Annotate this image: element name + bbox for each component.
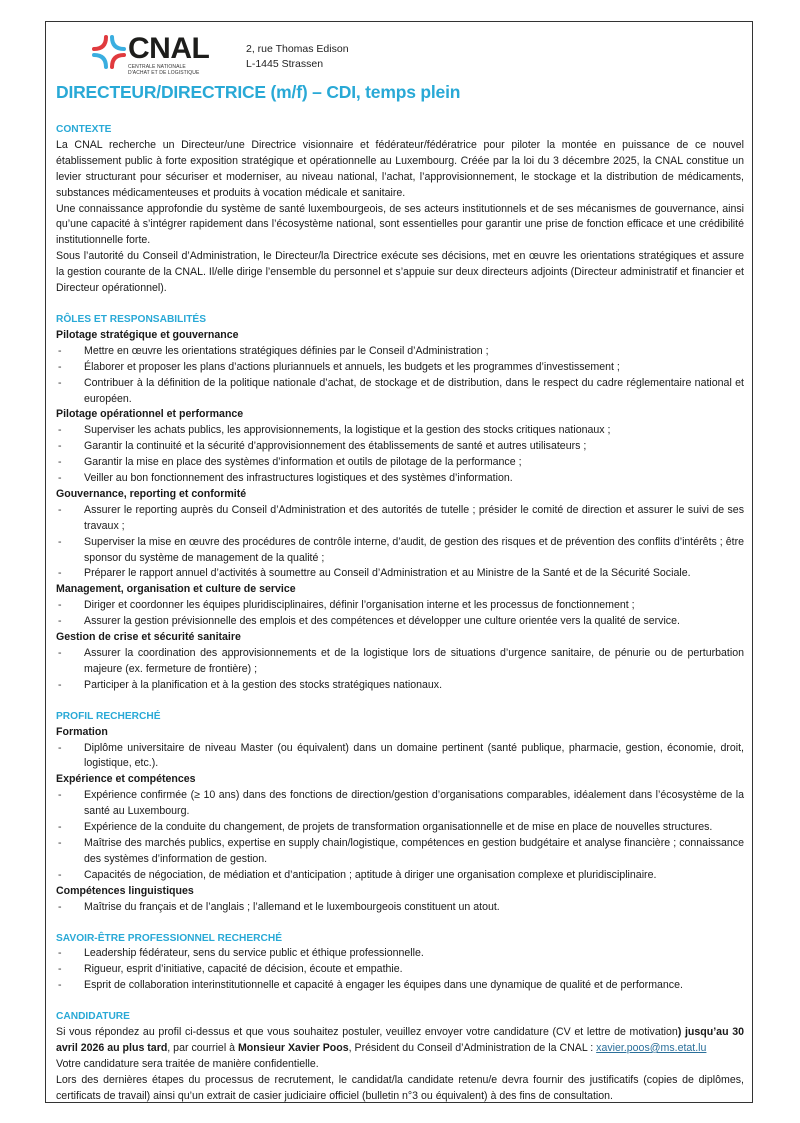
section-heading: RÔLES ET RESPONSABILITÉS bbox=[56, 313, 207, 325]
section-profil bbox=[56, 709, 744, 916]
bullet-list bbox=[56, 423, 744, 487]
list-item: - Maîtrise du français et de l’anglais ; l’allemand et le luxembourgeois constituent un atout. bbox=[56, 900, 744, 916]
list-item: - Rigueur, esprit d’initiative, capacité de décision, écoute et empathie. bbox=[56, 962, 744, 978]
list-item: - Capacités de négociation, de médiation et d’anticipation ; aptitude à diriger une organisation complexe et pluridisciplinaire. bbox=[56, 868, 744, 884]
subsection-heading: Gouvernance, reporting et conformité bbox=[56, 487, 247, 500]
bullet-list bbox=[56, 946, 744, 994]
job-posting-page bbox=[45, 21, 753, 1103]
list-item: - Superviser la mise en œuvre des procédures de contrôle interne, d’audit, de gestion des risques et de prévention des conflits d’intérêts ; être sponsor du système de management de la qualité ; bbox=[56, 535, 744, 567]
text: , Président du Conseil d’Administration de la CNAL : bbox=[348, 1041, 597, 1054]
section-heading: CANDIDATURE bbox=[56, 1011, 130, 1023]
list-item: - Élaborer et proposer les plans d’actions pluriannuels et annuels, les budgets et les programmes d’investissement ; bbox=[56, 360, 744, 376]
list-item: - Veiller au bon fonctionnement des infrastructures logistiques et des systèmes d’information. bbox=[56, 471, 744, 487]
section-heading: PROFIL RECHERCHÉ bbox=[56, 710, 161, 722]
application-instructions bbox=[56, 1025, 744, 1057]
list-item: - Expérience de la conduite du changement, de projets de transformation organisationnelle et de mise en place de nouvelles structures. bbox=[56, 820, 744, 836]
cnal-logo bbox=[90, 32, 210, 78]
subsection-heading: Compétences linguistiques bbox=[56, 884, 194, 897]
cnal-logo-mark-icon bbox=[92, 35, 126, 69]
list-item: - Maîtrise des marchés publics, expertise en supply chain/logistique, compétences en gestion budgétaire et analyse financière ; connaissance des systèmes d’information de gestion. bbox=[56, 836, 744, 868]
address-line-2: L-1445 Strassen bbox=[246, 58, 324, 70]
bullet-list bbox=[56, 741, 744, 773]
list-item: - Esprit de collaboration interinstitutionnelle et capacité à engager les équipes dans une dynamique de qualité et de performance. bbox=[56, 978, 744, 994]
subsection-heading: Formation bbox=[56, 725, 108, 738]
subsection-heading: Pilotage opérationnel et performance bbox=[56, 408, 244, 421]
text: Si vous répondez au profil ci-dessus et que vous souhaitez postuler, veuillez envoyer votre candidature (CV et lettre de motivation bbox=[56, 1026, 678, 1039]
address-block bbox=[246, 42, 349, 72]
list-item: - Garantir la mise en place des systèmes d’information et outils de pilotage de la performance ; bbox=[56, 455, 744, 471]
contact-email-link[interactable]: xavier.poos@ms.etat.lu bbox=[596, 1041, 707, 1054]
subsection-heading: Pilotage stratégique et gouvernance bbox=[56, 328, 239, 341]
list-item: - Assurer la coordination des approvisionnements et de la logistique lors de situations d’urgence sanitaire, de pénurie ou de perturbation majeure (ex. fermeture de frontière) ; bbox=[56, 646, 744, 678]
bullet-list bbox=[56, 598, 744, 630]
list-item: - Expérience confirmée (≥ 10 ans) dans des fonctions de direction/gestion d’organisations comparables, idéalement dans l’écosystème de la santé au Luxembourg. bbox=[56, 788, 744, 820]
list-item: - Diplôme universitaire de niveau Master (ou équivalent) dans un domaine pertinent (santé publique, pharmacie, gestion, économie, droit, logistique, etc.). bbox=[56, 741, 744, 773]
contact-name: Monsieur Xavier Poos bbox=[237, 1041, 349, 1054]
subsection-heading: Expérience et compétences bbox=[56, 773, 196, 786]
document-body bbox=[56, 122, 744, 1105]
bullet-list bbox=[56, 344, 744, 408]
paragraph: Sous l’autorité du Conseil d’Administration, le Directeur/la Directrice exécute ses décisions, met en œuvre les orientations stratégiques et assure la gestion courante de la CNAL. Il/elle dirige l’ensemble du personnel et s’appuie sur deux directeurs adjoints (Directeur administratif et financier et Directeur opérationnel). bbox=[56, 250, 744, 295]
section-savoir-etre bbox=[56, 931, 744, 995]
bullet-list bbox=[56, 503, 744, 583]
list-item: - Participer à la planification et à la gestion des stocks stratégiques nationaux. bbox=[56, 678, 744, 694]
bullet-list bbox=[56, 900, 744, 916]
section-heading: SAVOIR-ÊTRE PROFESSIONNEL RECHERCHÉ bbox=[56, 932, 283, 944]
paragraph: La CNAL recherche un Directeur/une Directrice visionnaire et fédérateur/fédératrice pour piloter la montée en puissance de ce nouvel établissement public à forte exposition stratégique et opérationnelle au Luxembourg. Créée par la loi du 3 décembre 2025, la CNAL constitue un levier structurant pour sécuriser et moderniser, au niveau national, l’achat, l’approvisionnement, le stockage et la distribution de médicaments, substances médicamenteuses et produits à vocation médicale et sanitaire. bbox=[56, 138, 744, 199]
list-item: - Préparer le rapport annuel d’activités à soumettre au Conseil d’Administration et au Ministre de la Santé et de la Sécurité Sociale. bbox=[56, 566, 744, 582]
deadline: ) jusqu’au 30 avril 2026 au plus tard bbox=[56, 1026, 744, 1054]
list-item: - Superviser les achats publics, les approvisionnements, la logistique et la gestion des stocks critiques nationaux ; bbox=[56, 423, 744, 439]
logo-subtitle: CENTRALE NATIONALE D'ACHAT ET DE LOGISTIQUE bbox=[128, 64, 200, 76]
list-item: - Assurer le reporting auprès du Conseil d’Administration et des autorités de tutelle ; présider le comité de direction et assurer le suivi de ses travaux ; bbox=[56, 503, 744, 535]
confidentiality-note: Votre candidature sera traitée de manière confidentielle. bbox=[56, 1057, 319, 1070]
section-candidature bbox=[56, 1009, 744, 1104]
letterhead bbox=[90, 30, 710, 80]
bullet-list bbox=[56, 646, 744, 694]
list-item: - Contribuer à la définition de la politique nationale d’achat, de stockage et de distribution, dans le respect du cadre réglementaire national et européen. bbox=[56, 376, 744, 408]
paragraph: Une connaissance approfondie du système de santé luxembourgeois, de ses acteurs institutionnels et de ses mécanismes de gouvernance, ainsi qu’une capacité à s’intégrer rapidement dans l’écosystème national, sont essentielles pour garantir une prise de fonction efficace et une crédibilité institutionnelle forte. bbox=[56, 202, 744, 247]
list-item: - Leadership fédérateur, sens du service public et éthique professionnelle. bbox=[56, 946, 744, 962]
address-line-1: 2, rue Thomas Edison bbox=[246, 43, 349, 55]
section-heading: CONTEXTE bbox=[56, 124, 112, 135]
logo-wordmark: CNAL bbox=[128, 32, 210, 65]
subsection-heading: Management, organisation et culture de service bbox=[56, 583, 296, 596]
section-contexte bbox=[56, 122, 744, 297]
subsection-heading: Gestion de crise et sécurité sanitaire bbox=[56, 631, 241, 644]
list-item: - Diriger et coordonner les équipes pluridisciplinaires, définir l’organisation interne et les processus de fonctionnement ; bbox=[56, 598, 744, 614]
bullet-list bbox=[56, 788, 744, 883]
page-title: DIRECTEUR/DIRECTRICE (m/f) – CDI, temps plein bbox=[56, 82, 461, 102]
section-roles bbox=[56, 312, 744, 694]
documents-note: Lors des dernières étapes du processus de recrutement, le candidat/la candidate retenu/e devra fournir des justificatifs (copies de diplômes, certificats de travail) ainsi qu’un extrait de casier judiciaire officiel (bulletin n°3 ou équivalent) à des fins de consultation. bbox=[56, 1073, 744, 1102]
list-item: - Assurer la gestion prévisionnelle des emplois et des compétences et développer une culture orientée vers la qualité de service. bbox=[56, 614, 744, 630]
list-item: - Mettre en œuvre les orientations stratégiques définies par le Conseil d’Administration ; bbox=[56, 344, 744, 360]
list-item: - Garantir la continuité et la sécurité d’approvisionnement des établissements de santé et autres utilisateurs ; bbox=[56, 439, 744, 455]
text: , par courriel à bbox=[167, 1041, 238, 1054]
